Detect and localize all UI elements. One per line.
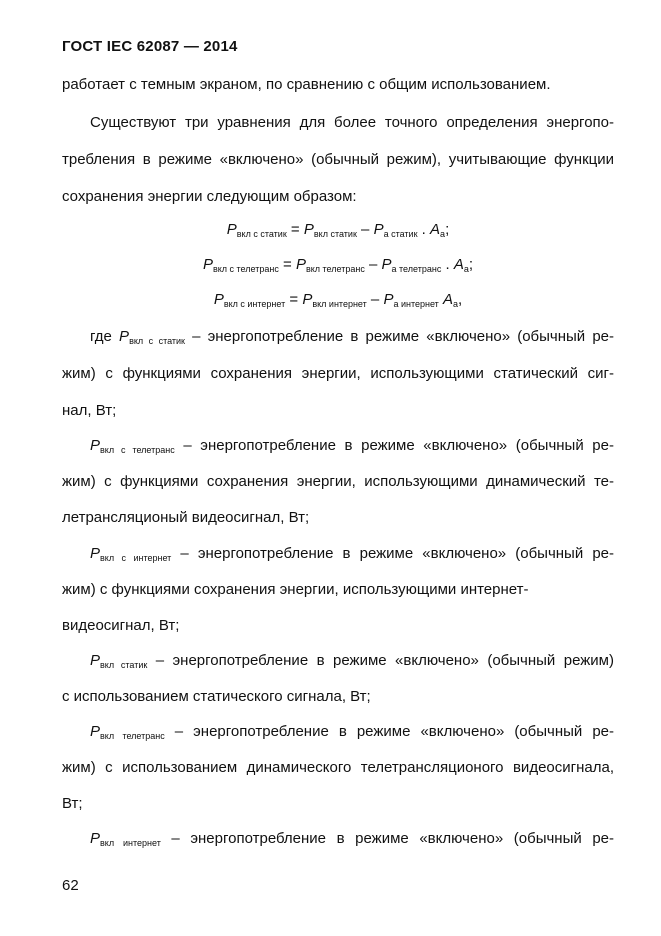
text-line: видеосигнал, Вт; xyxy=(62,617,180,634)
formula-subscript: вкл с интернет xyxy=(223,299,286,309)
formula-punctuation: , xyxy=(458,291,463,308)
formula-subscript: вкл интернет xyxy=(312,299,367,309)
definition-symbol: P xyxy=(90,723,101,740)
definition-text: – энергопотребление в режиме «включено» (обычный режим) xyxy=(147,652,614,669)
text-line: с использованием статического сигнала, Вт; xyxy=(62,688,371,705)
formula-operator: . xyxy=(441,256,454,273)
formula-operator: = xyxy=(278,256,296,273)
definition-text: – энергопотребление в режиме «включено» (обычный ре- xyxy=(164,723,614,740)
text-line: жим) с использованием динамического телетрансляционого видеосигнала, xyxy=(62,759,614,776)
formula-subscript: а телетранс xyxy=(391,264,442,274)
definition-symbol: P xyxy=(90,437,101,454)
text-line: сохранения энергии следующим образом: xyxy=(62,188,357,205)
definition-symbol: P xyxy=(119,328,130,345)
formula-symbol: P xyxy=(303,221,314,238)
formula-symbol: P xyxy=(381,256,392,273)
formula-subscript: а интернет xyxy=(393,299,439,309)
text-line: нал, Вт; xyxy=(62,402,117,419)
formula-symbol: P xyxy=(295,256,306,273)
formula-subscript: а xyxy=(463,264,469,274)
formula-symbol: P xyxy=(202,256,213,273)
definition-symbol: P xyxy=(90,830,101,847)
text-line: Существуют три уравнения для более точного определения энергопо- xyxy=(90,114,614,131)
definition-subscript: вкл телетранс xyxy=(100,731,165,741)
formula-operator: – xyxy=(364,256,382,273)
formula-symbol: P xyxy=(213,291,224,308)
formula-symbol: P xyxy=(302,291,313,308)
definition-first-line xyxy=(90,651,614,671)
formula-static xyxy=(62,220,614,240)
definition-text: – энергопотребление в режиме «включено» (обычный ре- xyxy=(174,437,614,454)
formula-operator: – xyxy=(356,221,374,238)
definition-subscript: вкл интернет xyxy=(100,838,161,848)
formula-subscript: вкл с телетранс xyxy=(212,264,279,274)
definition-first-line xyxy=(90,544,614,564)
text-line: требления в режиме «включено» (обычный режим), учитывающие функции xyxy=(62,151,614,168)
definition-text: – энергопотребление в режиме «включено» (обычный ре- xyxy=(160,830,614,847)
text-line: Вт; xyxy=(62,795,83,812)
text-line: жим) с функциями сохранения энергии, использующими статический сиг- xyxy=(62,365,614,382)
definition-first-line xyxy=(90,436,614,456)
text-line: работает с темным экраном, по сравнению с общим использованием. xyxy=(62,76,551,93)
definition-subscript: вкл с статик xyxy=(129,336,185,346)
formula-punctuation: ; xyxy=(445,221,450,238)
formula-operator: – xyxy=(366,291,384,308)
definition-first-line xyxy=(90,722,614,742)
formula-symbol: A xyxy=(453,256,464,273)
formula-subscript: вкл статик xyxy=(313,229,357,239)
formula-operator: = xyxy=(285,291,303,308)
document-header: ГОСТ IEC 62087 — 2014 xyxy=(62,38,238,55)
formula-operator: = xyxy=(286,221,304,238)
formula-punctuation: ; xyxy=(468,256,474,273)
text-line: жим) с функциями сохранения энергии, использующими интернет- xyxy=(62,581,529,598)
definition-text: – энергопотребление в режиме «включено» (обычный ре- xyxy=(185,328,615,345)
definition-subscript: вкл статик xyxy=(100,660,148,670)
formula-symbol: P xyxy=(373,221,384,238)
formula-subscript: вкл с статик xyxy=(236,229,287,239)
definition-symbol: P xyxy=(90,545,101,562)
formula-subscript: а xyxy=(453,299,459,309)
formula-operator: . xyxy=(417,221,431,238)
formula-subscript: вкл телетранс xyxy=(305,264,365,274)
page-number: 62 xyxy=(62,877,79,894)
text-line: летрансляционый видеосигнал, Вт; xyxy=(62,509,310,526)
definition-lead: где xyxy=(90,328,120,345)
formula-symbol: A xyxy=(442,291,453,308)
definition-symbol: P xyxy=(90,652,101,669)
text-line: жим) с функциями сохранения энергии, использующими динамический те- xyxy=(62,473,614,490)
definition-first-line xyxy=(90,327,614,347)
formula-internet xyxy=(62,290,614,310)
formula-symbol: A xyxy=(430,221,441,238)
formula-teletrans xyxy=(62,255,614,275)
definition-text: – энергопотребление в режиме «включено» (обычный ре- xyxy=(171,545,614,562)
formula-subscript: а статик xyxy=(383,229,418,239)
formula-symbol: P xyxy=(383,291,394,308)
definition-first-line xyxy=(90,829,614,849)
definition-subscript: вкл с интернет xyxy=(100,553,172,563)
formula-subscript: а xyxy=(440,229,446,239)
formula-symbol: P xyxy=(226,221,237,238)
definition-subscript: вкл с телетранс xyxy=(100,445,175,455)
